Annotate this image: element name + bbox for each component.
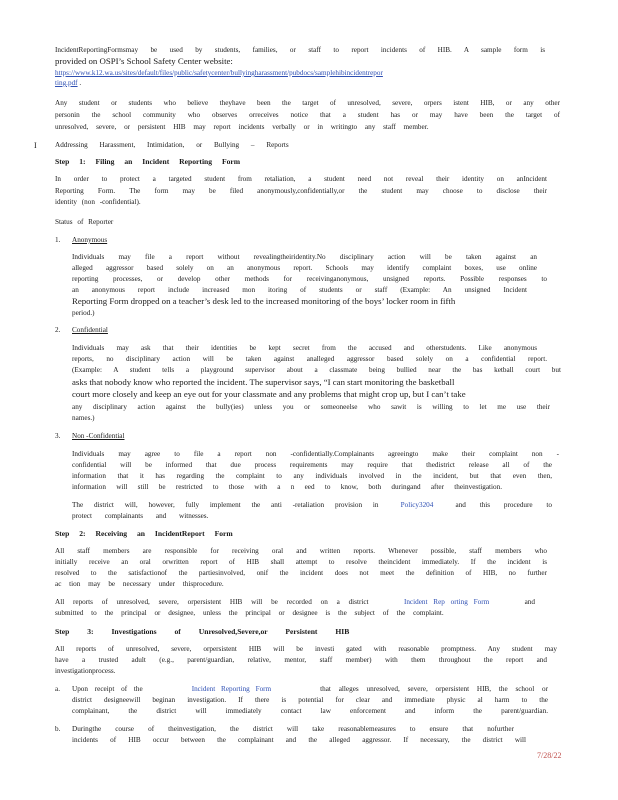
item-b-letter: b. [55,725,61,733]
step3-line-3: investigationprocess. [55,667,116,675]
confidential-line-7: names.) [72,414,95,422]
any-student-line-3: unresolved, severe, or persistent HIB may report incidents verbally or in writingto any staff member. [55,123,429,131]
item-a-line-2: district designeewill beginan investigation. If there is potential for clear and immediate physic al harm to the [72,696,548,704]
item-b-line-2: incidents of HIB occur between the complainant and the alleged aggressor. If necessary, the district will [72,736,526,744]
non-confidential-line-2: confidential will be informed that due process requirements may require that thedistrict release all of the [72,461,552,469]
record-text-a: All reports of unresolved, severe, orpersistent HIB will be recorded on a district [55,598,369,606]
step2-line-2: initially receive an oral orwritten report of HIB shall attempt to resolve theincident immediately. If the incident is [55,558,547,566]
confidential-line-4: asks that nobody know who reported the incident. The supervisor says, “I can start monitoring the basketball [72,377,455,387]
anonymous-line-5: Reporting Form dropped on a teacher’s desk led to the increased monitoring of the boys’ locker room in fifth [72,296,456,306]
ospi-sample-form-link-end[interactable]: ting.pdf [55,79,78,87]
district-line-2: protect complainants and witnesses. [72,512,209,520]
status-of-reporter-label: Status of Reporter [55,218,114,226]
anonymous-heading: Anonymous [72,236,108,244]
anonymous-line-1: Individuals may file a report without revealingtheiridentity.No disciplinary action will be taken against an [72,253,537,261]
non-confidential-line-1: Individuals may agree to file a report non -confidentially.Complainants agreeingto make their complaint non - [72,450,559,458]
footer-date: 7/28/22 [537,751,562,760]
any-student-line-1: Any student or students who believe theyhave been the target of unresolved, severe, orpers istent HIB, or any other [55,99,560,107]
confidential-heading: Confidential [72,326,108,334]
district-text-a: The district will, however, fully implement the anti -retaliation provision in [72,501,379,509]
intro-line-1: IncidentReportingFormsmay be used by students, families, or staff to report incidents of HIB. A sample form is [55,46,545,54]
record-line-2: submitted to the principal or designee, unless the principal or designee is the subject of the complaint. [55,609,444,617]
non-confidential-number: 3. [55,432,61,440]
item-a-letter: a. [55,685,60,693]
intro-line-2: provided on OSPI’s School Safety Center website: [55,56,233,66]
confidential-line-6: any disciplinary action against the bully(ies) unless you or someoneelse who sawit is willing to let me use their [72,403,550,411]
step2-line-4: ac tion may be necessary under thisprocedure. [55,580,224,588]
section-title: Addressing Harassment, Intimidation, or Bullying – Reports [55,141,289,149]
intro-url-period: . [79,79,82,87]
confidential-line-1: Individuals may ask that their identities be kept secret from the accused and otherstudents. Like anonymous [72,344,537,352]
step3-heading: Step 3: Investigations of Unresolved,Severe,or Persistent HIB [55,627,350,636]
step1-line-3: identity (non -confidential). [55,198,141,206]
non-confidential-heading: Non -Confidential [72,432,125,440]
record-report-line [55,598,535,608]
item-a-text-a: Upon receipt of the [72,685,143,693]
confidential-line-2: reports, no disciplinary action will be taken against analleged aggressor based solely on a confidential report. [72,355,547,363]
policy-3204-link[interactable]: Policy3204 [400,501,434,509]
anonymous-number: 1. [55,236,61,244]
item-a-text-b: that alleges unresolved, severe, orpersistent HIB, the school or [320,685,548,693]
district-text-b: and this procedure to [455,501,552,509]
item-b-line-1: Duringthe course of theinvestigation, the district will take reasonablemeasures to ensure that nofurther [72,725,514,733]
intro-url-end [55,79,81,89]
non-confidential-line-4: information will still be restricted to those with a n eed to know, both duringand after theinvestigation. [72,483,502,491]
anonymous-line-3: reporting processes, or develop other methods for receivinganonymous, unsigned reports. Possible responses to [72,275,547,283]
step2-line-3: resolved to the satisfactionof the partiesinvolved, onif the incident does not meet the definition of HIB, no further [55,569,547,577]
step3-line-2: have a trusted adult (e.g., parent/guardian, relative, mentor, staff member) with them throughout the report and [55,656,547,664]
confidential-line-5: court more closely and keep an eye out for your classmate and any problems that might crop up, but I can’t take [72,389,466,399]
item-a-line-1 [72,685,548,695]
step1-line-1: In order to protect a targeted student from retaliation, a student need not reveal their identity on anIncident [55,175,547,183]
any-student-line-2: personin the school community who observes orreceives notice that a student has or may have been the target of [55,111,560,119]
step1-heading: Step 1: Filing an Incident Reporting Form [55,157,241,166]
district-anti-retaliation-line [72,501,552,511]
confidential-line-3: (Example: A student tells a playground supervisor about a classmate being bullied near the bas ketball court but [72,366,561,374]
non-confidential-line-3: information that it has regarding the complaint to any individuals involved in the incident, but that even then, [72,472,552,480]
ospi-sample-form-link[interactable]: https://www.k12.wa.us/sites/default/files/public/safetycenter/bullyingharassment/pubdocs/samplehibincidentrepor [55,69,383,77]
anonymous-line-4: an anonymous report include increased mon itoring of students or staff (Example: An unsigned Incident [72,286,527,294]
step2-heading: Step 2: Receiving an IncidentReport Form [55,529,233,538]
anonymous-line-2: alleged aggressor based solely on an anonymous report. Schools may identify complaint boxes, use online [72,264,537,272]
item-a-line-3: complainant, the district will immediately contact law enforcement and inform the parent/guardian. [72,707,548,715]
section-numeral: I [34,141,37,150]
incident-reporting-form-link[interactable]: Incident Rep orting Form [403,598,490,606]
anonymous-line-6: period.) [72,309,95,317]
step1-line-2: Reporting Form. The form may be filed anonymously,confidentially,or the student may choose to disclose their [55,187,547,195]
confidential-number: 2. [55,326,61,334]
record-text-b: and [524,598,535,606]
step2-line-1: All staff members are responsible for receiving oral and written reports. Whenever possible, staff members who [55,547,547,555]
step3-line-1: All reports of unresolved, severe, orpersistent HIB will be investi gated with reasonable promptness. Any student may [55,645,557,653]
incident-reporting-form-link-2[interactable]: Incident Reporting Form [191,685,272,693]
